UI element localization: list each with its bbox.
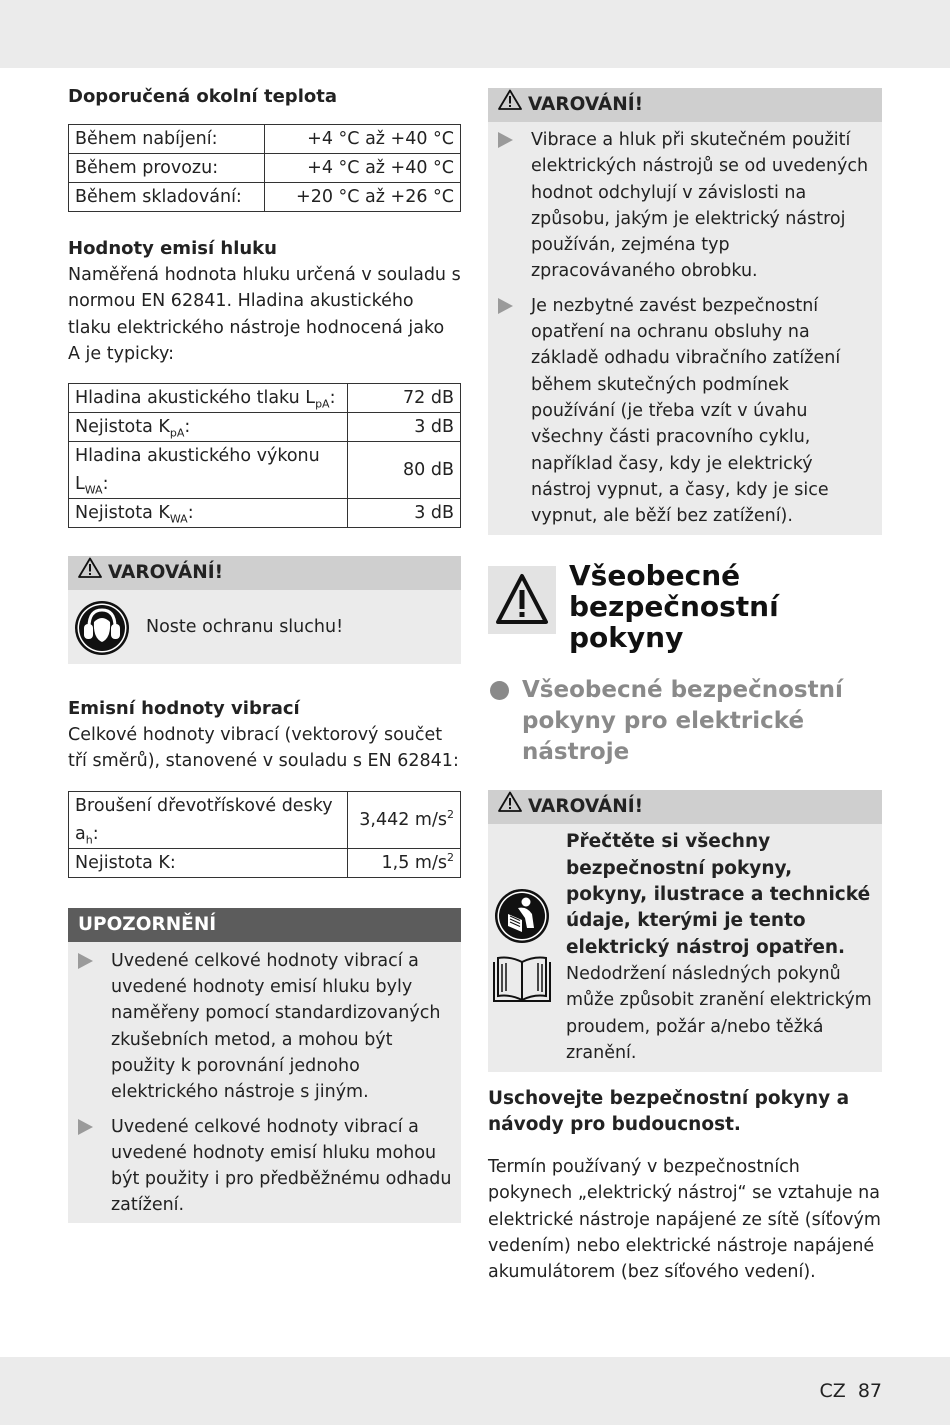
circle-bullet-icon [490,681,509,700]
table-row: Hladina akustického výkonu $L_{WA}$: 80 dB [69,442,461,499]
hearing-warning-box [68,556,461,664]
ear-protection-icon [74,600,130,660]
read-instructions-warning-box [488,790,882,1072]
arrow-bullet-icon [498,298,513,314]
language-code: CZ [819,1380,846,1402]
noise-heading: Hodnoty emisí hluku [68,238,277,259]
right-column [488,88,882,1286]
term-definition-text: Termín používaný v bezpečnostních pokynech „elektrický nástroj“ se vztahuje na elektrické nástroje napájené ze sítě (síťovým vedením) nebo elektrické nástroje napájené akumulátorem (bez síťového vedení). [488,1157,881,1283]
arrow-bullet-icon [498,132,513,148]
noise-text: Naměřená hodnota hluku určená v souladu s normou EN 62841. Hladina akustického tlaku elektrického nástroje hodnocená jako A je typicky: [68,265,461,364]
arrow-bullet-icon [78,953,93,969]
warning-header: VAROVÁNÍ! [488,88,882,122]
list-item: Je nezbytné zavést bezpečnostní opatření na ochranu obsluhy na základě odhadu vibračního zatížení během skutečných podmínek používání (je třeba vzít v úvahu všechny části pracovního cyklu, například časy, kdy je elektrický nástroj vypnut, a časy, kdy je sice vypnut, ale běží bez zatížení). [488,293,874,530]
subsection-title: Všeobecné bezpečnostní pokyny pro elektrické nástroje [488,675,882,768]
list-item: Vibrace a hluk při skutečném použití elektrických nástrojů se od uvedených hodnot odchylují v závislosti na způsobu, jakým je elektrický nástroj používán, zejména typ zpracovávaného obrobku. [488,127,874,285]
noise-table [68,383,461,528]
list-item: Uvedené celkové hodnoty vibrací a uvedené hodnoty emisí hluku byly naměřeny pomocí standardizovaných zkušebních metod, a mohou být použity k porovnání jednoho elektrického nástroje s jiným. [68,948,453,1106]
read-instructions-text: Nedodržení následných pokynů může způsobit zranění elektrickým proudem, požár a/nebo těžká zranění. [566,963,872,1063]
table-row: Během nabíjení: +4 °C až +40 °C [69,125,461,154]
read-instructions-bold-text: Přečtěte si všechny bezpečnostní pokyny, pokyny, ilustrace a technické údaje, kterými je tento elektrický nástroj opatřen. [566,831,871,958]
warning-triangle-icon [498,88,522,122]
table-row: Nejistota $K_{WA}$: 3 dB [69,499,461,528]
table-row: Nejistota $K_{pA}$: 3 dB [69,413,461,442]
vibration-text: Celkové hodnoty vibrací (vektorový součet tří směrů), stanovené v souladu s EN 62841: [68,725,459,772]
vibration-table [68,791,461,878]
table-row: Hladina akustického tlaku $L_{pA}$: 72 dB [69,384,461,413]
read-manual-icon [494,888,550,948]
temp-table [68,124,461,212]
warning-triangle-icon [488,566,556,634]
warning-header: VAROVÁNÍ! [68,556,461,590]
table-row: Během skladování: +20 °C až +26 °C [69,183,461,212]
page-title: Všeobecné bezpečnostní pokyny [569,559,779,655]
section-title [488,559,882,662]
notice-header: UPOZORNĚNÍ [68,908,461,942]
keep-instructions-heading: Uschovejte bezpečnostní pokyny a návody pro budoucnost. [488,1088,850,1136]
hearing-warning-text: Noste ochranu sluchu! [146,617,344,638]
table-row: Broušení dřevotřískové desky $a_h$: 3,442 $m/s^2$ [69,791,461,848]
list-item: Uvedené celkové hodnoty vibrací a uvedené hodnoty emisí hluku mohou být použity i pro předběžnému odhadu zatížení. [68,1114,453,1219]
table-row: Během provozu: +4 °C až +40 °C [69,154,461,183]
vibration-warning-box [488,88,882,535]
table-row: Nejistota K: 1,5 $m/s^2$ [69,848,461,877]
top-band [0,0,950,68]
temp-heading: Doporučená okolní teplota [68,86,337,107]
notice-box [68,908,461,1223]
vibration-heading: Emisní hodnoty vibrací [68,698,300,720]
warning-triangle-icon [78,556,102,590]
left-column [68,84,461,1223]
page-number: 87 [857,1380,882,1402]
warning-triangle-icon [498,790,522,824]
open-book-icon [492,954,552,1008]
arrow-bullet-icon [78,1119,93,1135]
warning-header: VAROVÁNÍ! [488,790,882,824]
page-footer [808,1380,882,1402]
